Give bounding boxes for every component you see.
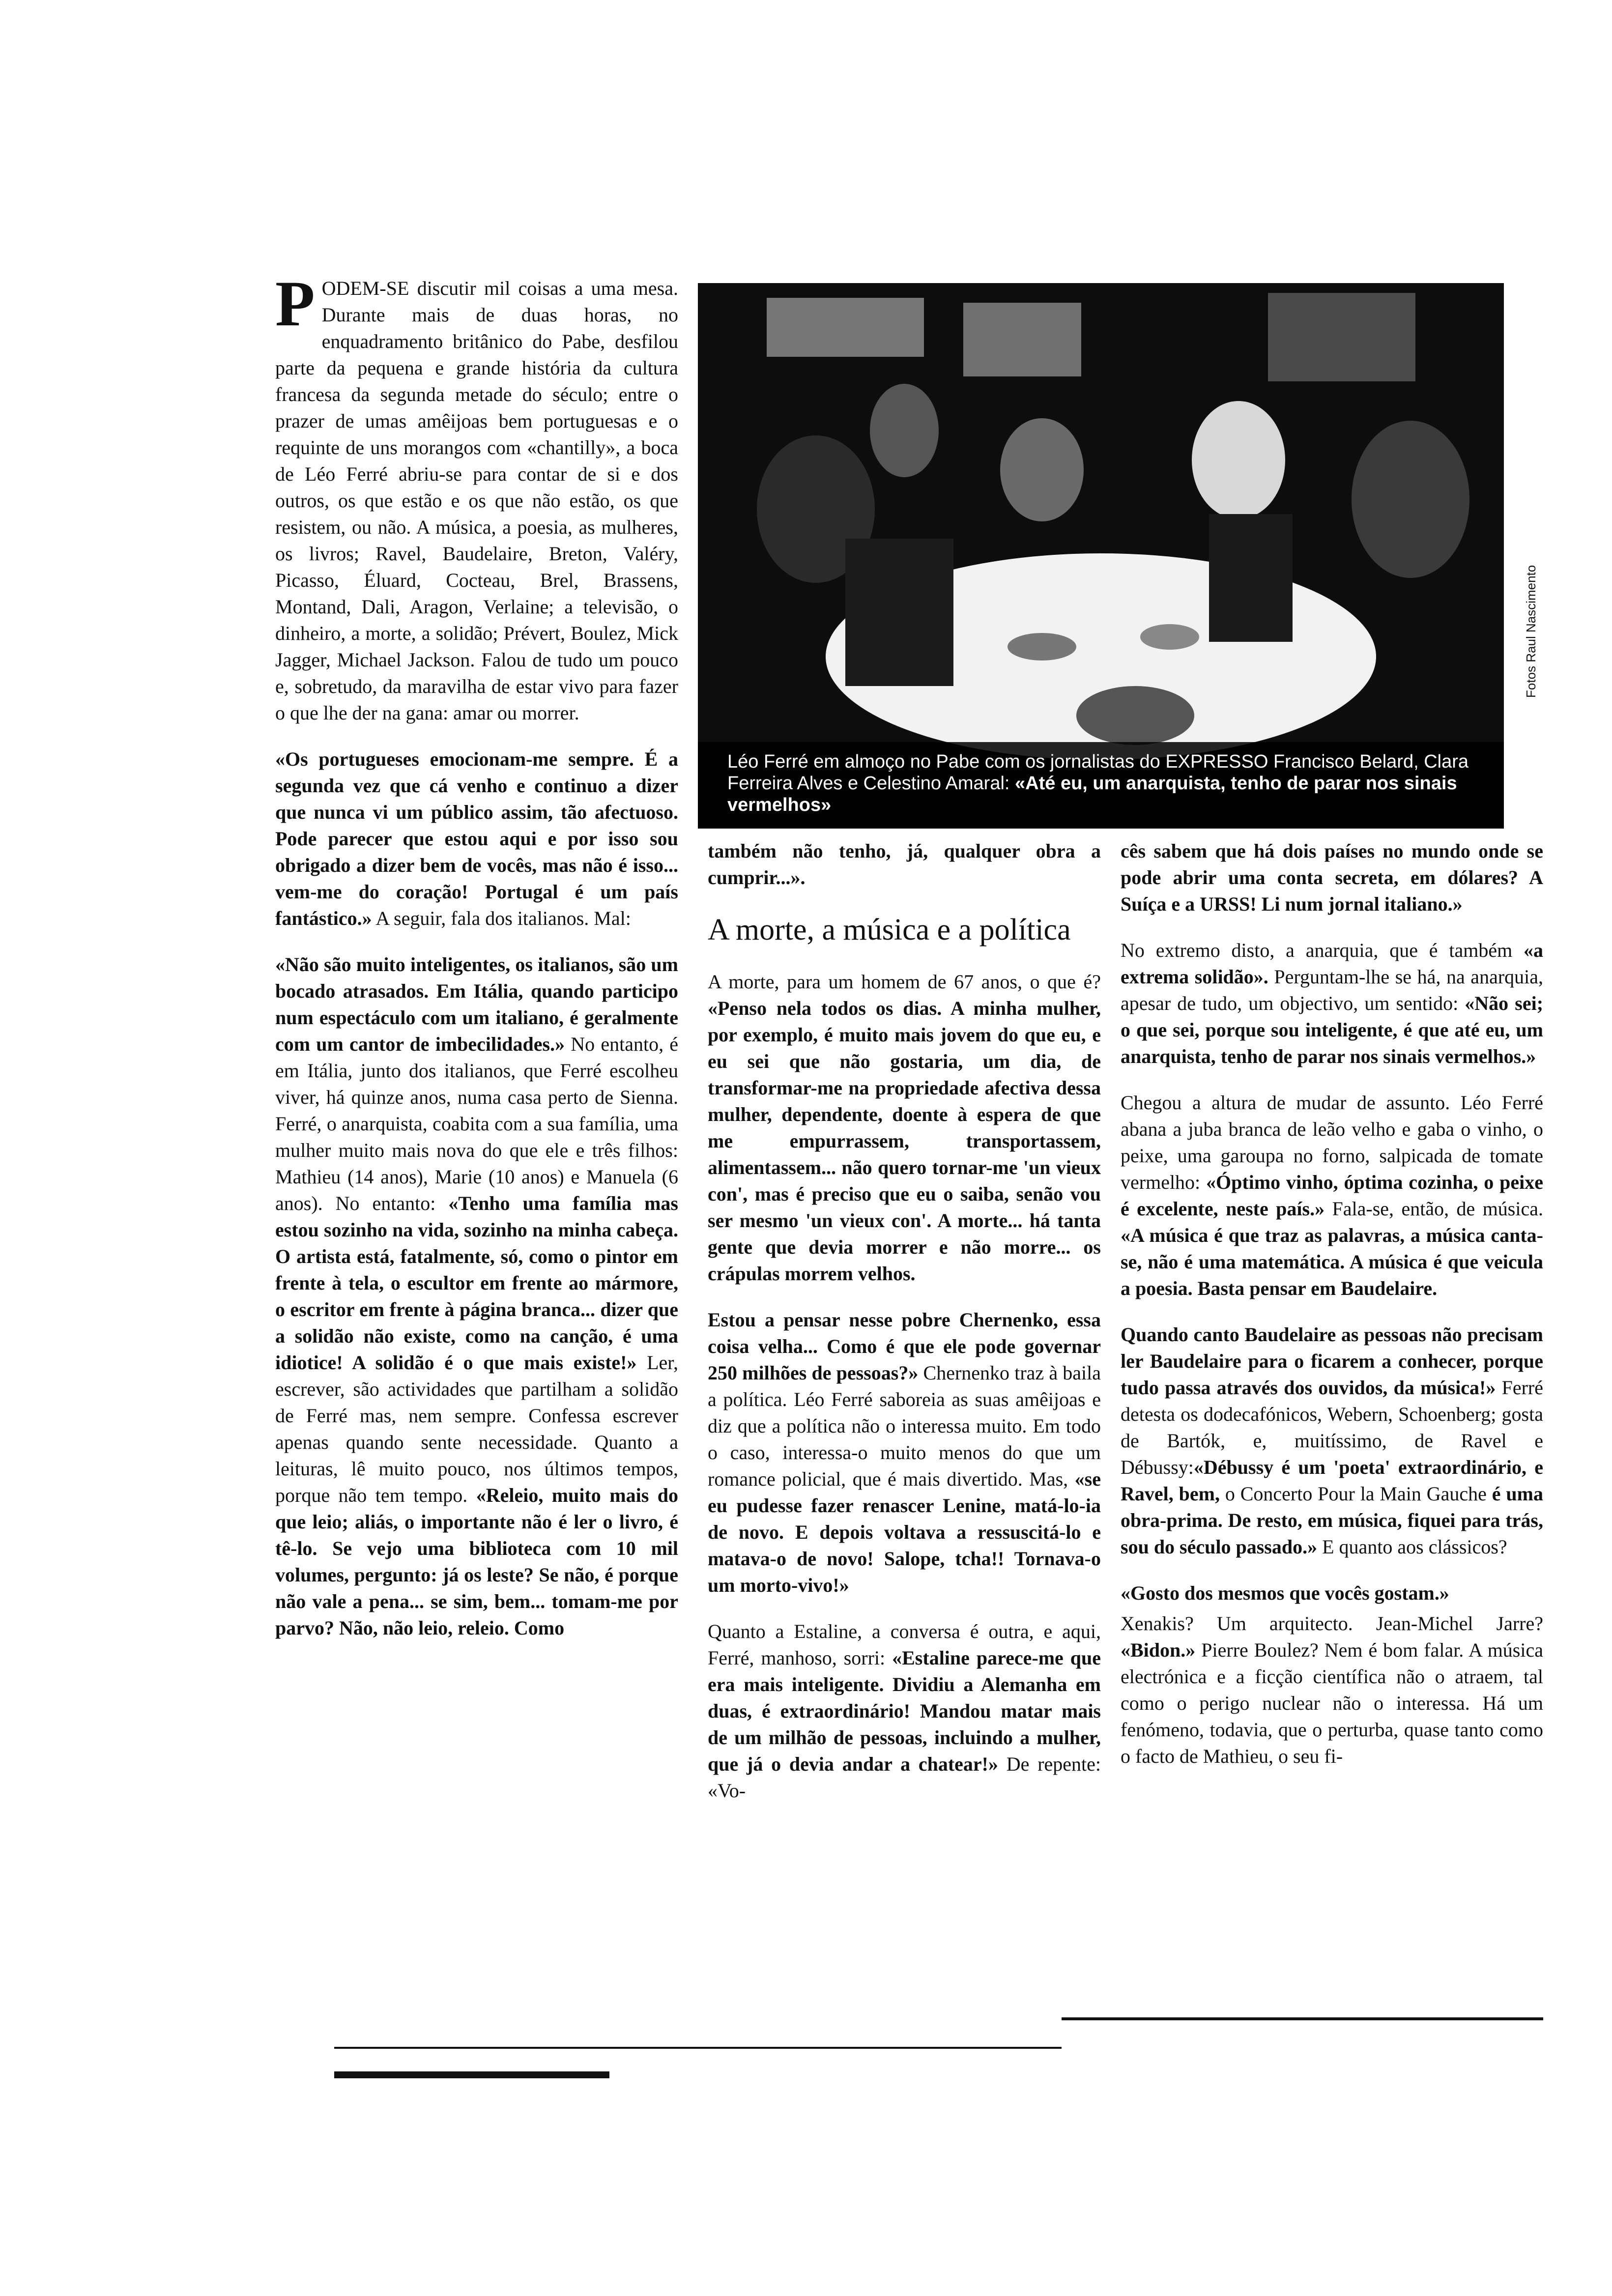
paragraph [708, 1307, 1101, 1599]
quote: «Não sei; o que sei, porque sou inteligente, é que até eu, um anarquista, tenho de parar nos sinais vermelhos.» [1121, 992, 1544, 1067]
paragraph [708, 969, 1101, 1287]
section-title: A morte, a música e a política [708, 913, 1071, 947]
caption-quote: «Até eu, um anarquista, tenho de parar nos sinais vermelhos» [727, 773, 1457, 815]
drop-cap: P [275, 267, 315, 340]
text: Perguntam-lhe se há, na anarquia, apesar de tudo, um objectivo, um sentido: [1121, 966, 1544, 1014]
text: Chernenko traz à baila a política. Léo Ferré saboreia as suas amêijoas e diz que a política não o interessa muito. Em todo o caso, interessa-o muito menos do que um romance policial, que é mais divertido. Mas, [708, 1362, 1101, 1490]
bottom-rule [1062, 2017, 1543, 2020]
quote: «Estaline parece-me que era mais inteligente. Dividiu a Alemanha em duas, é extraordinário! Mandou matar mais de um milhão de pessoas, incluindo a mulher, que já o devia andar a chatear!» [708, 1647, 1101, 1775]
quote: «Releio, muito mais do que leio; aliás, o importante não é ler o livro, é tê-lo. Se vejo uma biblioteca com 10 mil volumes, pergunto: já os leste? Se não, é porque não vale a pena... se sim, bem... tomam-me por parvo? Não, não leio, releio. Como [275, 1484, 678, 1639]
quote: «Tenho uma família mas estou sozinho na vida, sozinho na minha cabeça. O artista está, fatalmente, só, como o pintor em frente à tela, o escultor em frente ao mármore, o escritor em frente à página branca... dizer que a solidão não existe, como na canção, é uma idiotice! A solidão é o que mais existe!» [275, 1192, 678, 1374]
text: No extremo disto, a anarquia, que é também [1121, 939, 1524, 961]
caption-text: Léo Ferré em almoço no Pabe com os jornalistas do EXPRESSO Francisco Belard, Clara Ferreira Alves e Celestino Amaral: [727, 751, 1468, 794]
bottom-rule-thick [334, 2071, 609, 2078]
text: No entanto, é em Itália, junto dos italianos, que Ferré escolheu viver, há quinze anos, numa casa perto de Sienna. Ferré, o anarquista, coabita com a sua família, uma mulher muito mais nova do que ele e três filhos: Mathieu (14 anos), Marie (10 anos) e Manuela (6 anos). No entanto: [275, 1033, 679, 1214]
quote: «Não são muito inteligentes, os italianos, são um bocado atrasados. Em Itália, quando participo num espectáculo com um italiano, é geralmente com um cantor de imbecilidades.» [275, 953, 678, 1055]
column-1 [275, 267, 679, 1661]
paragraph [708, 1618, 1101, 1804]
text: A seguir, fala dos italianos. Mal: [372, 907, 631, 929]
paragraph: «Gosto dos mesmos que vocês gostam.» [1121, 1582, 1449, 1604]
photo-caption [698, 742, 1504, 829]
quote: «Débussy é um 'poeta' extraordinário, e Ravel, bem, [1121, 1456, 1543, 1505]
photo-credit-text: Fotos Raul Nascimento [1524, 565, 1538, 698]
quote: «Penso nela todos os dias. A minha mulher, por exemplo, é muito mais jovem do que eu, e eu sei que não gostaria, um dia, de transformar-me na propriedade afectiva dessa mulher, dependente, doente à espera de que me empurrassem, transportassem, alimentassem... não quero tornar-me 'un vieux con', mas é preciso que eu o saiba, senão vou ser mesmo 'un vieux con'. A morte... há tanta gente que devia morrer e não morre... os crápulas morrem velhos. [708, 997, 1101, 1285]
text: E quanto aos clássicos? [1317, 1536, 1507, 1558]
quote: «se eu pudesse fazer renascer Lenine, matá-lo-ia de novo. E depois voltava a ressuscitá-lo e matava-o de novo! Salope, tcha!! Tornava-o um morto-vivo!» [708, 1468, 1101, 1596]
paragraph [1121, 1090, 1543, 1302]
quote: «Bidon.» [1121, 1639, 1196, 1661]
bottom-rule [334, 2047, 1062, 2049]
paragraph [275, 746, 678, 932]
article-intro [275, 267, 678, 726]
article-photo [698, 283, 1504, 829]
text: Ler, escrever, são actividades que partilham a solidão de Ferré mas, nem sempre. Confessa escrever apenas quando sente necessidade. Quanto a leituras, lê muito pouco, nos últimos tempos, porque não tem tempo. [275, 1351, 679, 1506]
paragraph: também não tenho, já, qualquer obra a cumprir...». [708, 840, 1101, 889]
text: Chegou a altura de mudar de assunto. Léo Ferré abana a juba branca de leão velho e gaba o vinho, o peixe, uma garoupa no forno, salpicada de tomate vermelho: [1121, 1091, 1543, 1193]
text: De repente: «Vo- [708, 1753, 1101, 1802]
intro-text: ODEM-SE discutir mil coisas a uma mesa. Durante mais de duas horas, no enquadramento britânico do Pabe, desfilou parte da pequena e grande história da cultura francesa da segunda metade do século; entre o prazer de umas amêijoas bem portuguesas e o requinte de uns morangos com «chantilly», a boca de Léo Ferré abriu-se para contar de si e dos outros, os que estão e os que não estão, os que resistem, ou não. A música, a poesia, as mulheres, os livros; Ravel, Baudelaire, Breton, Valéry, Picasso, Éluard, Cocteau, Brel, Brassens, Montand, Dali, Aragon, Verlaine; a televisão, o dinheiro, a morte, a solidão; Prévert, Boulez, Mick Jagger, Michael Jackson. Falou de tudo um pouco e, sobretudo, da maravilha de estar vivo para fazer o que lhe der na gana: amar ou morrer. [275, 277, 678, 724]
column-3 [1121, 838, 1543, 1789]
photo-credit [1524, 521, 1553, 708]
paragraph [1121, 937, 1543, 1070]
quote: é uma obra-prima. De resto, em música, fiquei para trás, sou do século passado.» [1121, 1483, 1544, 1558]
text: Xenakis? Um arquitecto. Jean-Michel Jarre? [1121, 1612, 1543, 1635]
quote: «A música é que traz as palavras, a música canta-se, não é uma matemática. A música é que veicula a poesia. Basta pensar em Baudelaire. [1121, 1224, 1543, 1299]
text: Fala-se, então, de música. [1324, 1198, 1543, 1220]
quote: «Óptimo vinho, óptima cozinha, o peixe é excelente, neste país.» [1121, 1171, 1544, 1220]
paragraph [1121, 1610, 1543, 1770]
quote: «Os portugueses emocionam-me sempre. É a segunda vez que cá venho e continuo a dizer que nunca vi um público assim, tão afectuoso. Pode parecer que estou aqui e por isso sou obrigado a dizer bem de vocês, mas não é isso... vem-me do coração! Portugal é um país fantástico.» [275, 748, 678, 929]
paragraph: cês sabem que há dois países no mundo onde se pode abrir uma conta secreta, em dólares? A Suíça e a URSS! Li num jornal italiano.» [1121, 840, 1543, 915]
text: Pierre Boulez? Nem é bom falar. A música electrónica e a ficção científica não o atraem, tal como o perigo nuclear não o interessa. Há um fenómeno, todavia, que o perturba, quase tanto como o facto de Mathieu, o seu fi- [1121, 1639, 1543, 1767]
quote: Estou a pensar nesse pobre Chernenko, essa coisa velha... Como é que ele pode governar 250 milhões de pessoas?» [708, 1309, 1101, 1384]
text: o Concerto Pour la Main Gauche [1219, 1483, 1492, 1505]
text: A morte, para um homem de 67 anos, o que é? [708, 971, 1101, 993]
quote: «a extrema solidão». [1121, 939, 1543, 988]
paragraph [275, 951, 678, 1641]
text: Ferré detesta os dodecafónicos, Webern, Schoenberg; gosta de Bartók, e, muitíssimo, de Ravel e Débussy: [1121, 1377, 1543, 1478]
paragraph [1121, 1321, 1543, 1560]
quote: Quando canto Baudelaire as pessoas não precisam ler Baudelaire para o ficarem a conhecer, porque tudo passa através dos ouvidos, da música!» [1121, 1323, 1543, 1399]
column-2 [708, 838, 1101, 1824]
text: Quanto a Estaline, a conversa é outra, e aqui, Ferré, manhoso, sorri: [708, 1620, 1101, 1669]
